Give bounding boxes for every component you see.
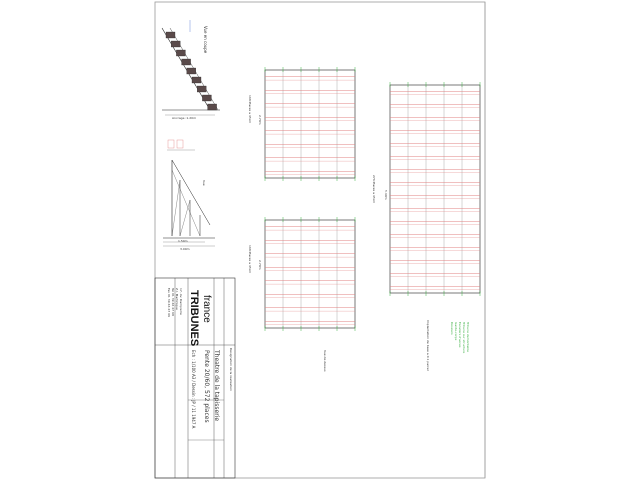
reference-line: Ech : 1/100 A3 / Dessin : JP / 11 1947 A bbox=[191, 350, 196, 429]
right-caption: Implantation de base a 0.1 parcel bbox=[426, 320, 430, 371]
green-note: Dossiers bbox=[450, 322, 454, 335]
address-line: Tel 01 39 46 47 68 bbox=[171, 288, 175, 316]
plan-right-dimension: 5.40m bbox=[384, 190, 388, 200]
plan-top-left-caption: 168 Places a 45cm bbox=[248, 95, 252, 124]
front-view-dim-b: 3.00m bbox=[180, 247, 190, 251]
green-note: Tribune sur structure bbox=[462, 322, 466, 354]
side-elevation bbox=[162, 20, 220, 115]
side-view-title: Vue en coupe bbox=[203, 26, 208, 54]
seat-block bbox=[182, 59, 191, 65]
green-note: Tribune demontable bbox=[466, 322, 470, 352]
plan-bottom-left bbox=[265, 217, 355, 331]
brand-tribunes: TRIBUNES bbox=[188, 290, 200, 347]
plan-top-left bbox=[265, 67, 355, 181]
bottom-caption: Vue de dessus bbox=[323, 350, 327, 372]
seat-block bbox=[166, 32, 175, 38]
plan-bottom-left-dimension: 2.70m bbox=[258, 260, 262, 270]
address-line: 17, Av. Dampierre bbox=[179, 288, 183, 315]
seat-block bbox=[197, 86, 206, 92]
green-note: Garde-corps bbox=[454, 322, 458, 341]
seat-block bbox=[187, 68, 196, 74]
front-elevation bbox=[163, 140, 215, 246]
plan-top-left-dimension: 2.70m bbox=[258, 115, 262, 125]
green-note: Escaliers d'acces bbox=[458, 322, 462, 348]
seat-block bbox=[202, 95, 211, 101]
address-line: Fax 01 39 46 47 69 bbox=[167, 288, 171, 317]
designation-label: Designation de la realisation bbox=[229, 348, 233, 391]
address-line: Z.I. Martinique bbox=[175, 288, 179, 310]
seat-block bbox=[176, 50, 185, 56]
plan-outline bbox=[265, 220, 355, 328]
plan-bottom-left-caption: 168 Places a 45cm bbox=[248, 245, 252, 274]
side-view-dimension: Ancrage :1.20m bbox=[172, 116, 196, 120]
project-title-line-1: Theatre de la tapisserie bbox=[213, 350, 220, 422]
seat-block bbox=[171, 41, 180, 47]
brand-france: france bbox=[201, 295, 212, 323]
seat-block bbox=[192, 77, 201, 83]
plan-right bbox=[390, 82, 480, 296]
front-view-dim-a: 1.50m bbox=[178, 239, 188, 243]
plan-outline bbox=[390, 85, 480, 293]
front-view-title: Vue bbox=[202, 180, 206, 186]
plan-right-caption: 276 Places a 45cm bbox=[372, 175, 376, 204]
seat-block bbox=[208, 104, 217, 110]
project-title-line-2: Pente 20/60, 572 places bbox=[203, 350, 210, 423]
plan-outline bbox=[265, 70, 355, 178]
